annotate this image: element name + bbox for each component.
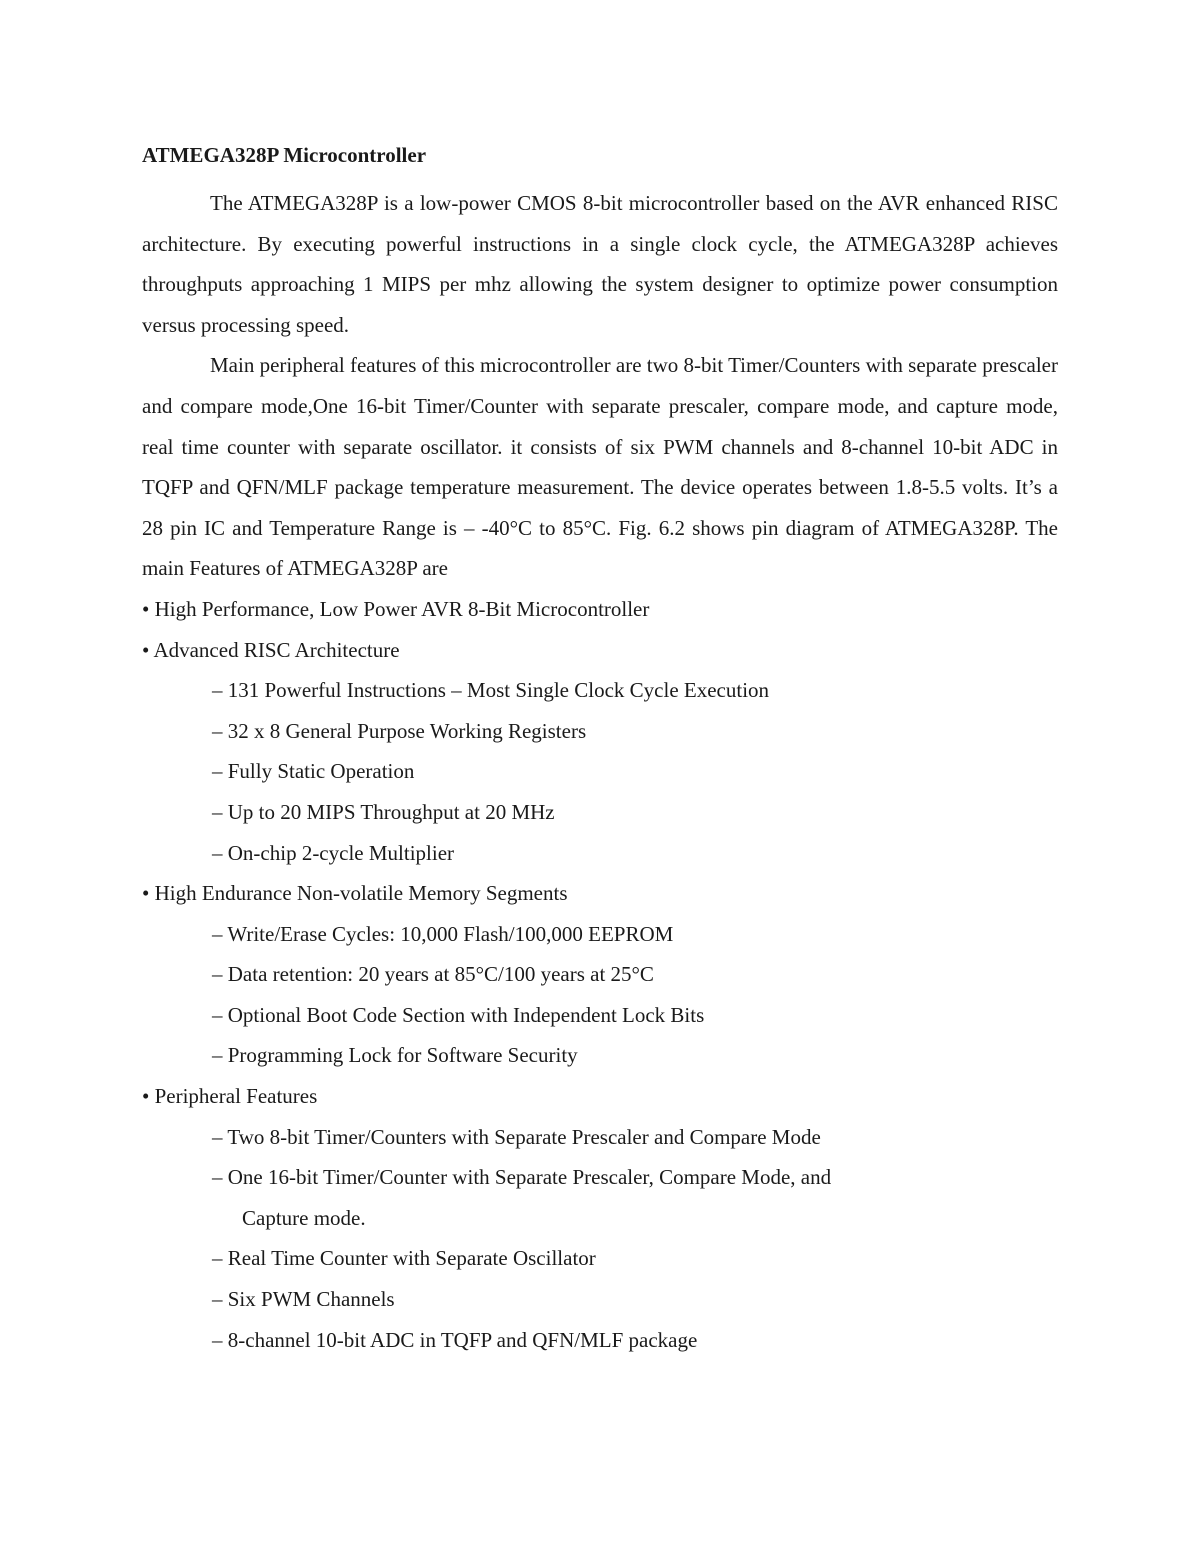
document-page <box>142 138 1058 1360</box>
peripheral-item-continuation <box>142 1198 1058 1239</box>
bullet-high-performance: • High Performance, Low Power AVR 8-Bit Microcontroller <box>142 596 650 621</box>
peripheral-item: – 8-channel 10-bit ADC in TQFP and QFN/MLF package <box>212 1327 698 1352</box>
memory-item: – Write/Erase Cycles: 10,000 Flash/100,000 EEPROM <box>212 921 674 946</box>
risc-item: – 131 Powerful Instructions – Most Single Clock Cycle Execution <box>212 678 770 703</box>
bullet-memory-segments: • High Endurance Non-volatile Memory Segments <box>142 881 568 906</box>
features-paragraph: Main peripheral features of this microcontroller are two 8-bit Timer/Counters with separate prescaler and compare mode,One 16-bit Timer/Counter with separate prescaler, compare mode, and capture mode, real time counter with separate oscillator. it consists of six PWM channels and 8-channel 10-bit ADC in TQFP and QFN/MLF package temperature measurement. The device operates between 1.8-5.5 volts. It’s a 28 pin IC and Temperature Range is – -40°C to 85°C. Fig. 6.2 shows pin diagram of ATMEGA328P. The main Features of ATMEGA328P are <box>142 353 1058 581</box>
bullet-risc-architecture: • Advanced RISC Architecture <box>142 637 400 662</box>
memory-item: – Data retention: 20 years at 85°C/100 years at 25°C <box>212 962 654 987</box>
memory-item: – Optional Boot Code Section with Independent Lock Bits <box>212 1002 705 1027</box>
peripheral-item: – Two 8-bit Timer/Counters with Separate Prescaler and Compare Mode <box>212 1124 821 1149</box>
bullet-peripheral-features: • Peripheral Features <box>142 1084 318 1109</box>
feature-list <box>142 589 1058 1360</box>
memory-item: – Programming Lock for Software Security <box>212 1043 578 1068</box>
peripheral-item: – Real Time Counter with Separate Oscillator <box>212 1246 596 1271</box>
risc-item: – Fully Static Operation <box>212 759 415 784</box>
risc-item: – Up to 20 MIPS Throughput at 20 MHz <box>212 799 555 824</box>
intro-paragraph: The ATMEGA328P is a low-power CMOS 8-bit microcontroller based on the AVR enhanced RISC architecture. By executing powerful instructions in a single clock cycle, the ATMEGA328P achieves throughputs approaching 1 MIPS per mhz allowing the system designer to optimize power consumption versus processing speed. <box>142 191 1058 337</box>
risc-item: – 32 x 8 General Purpose Working Registers <box>212 718 587 743</box>
document-title: ATMEGA328P Microcontroller <box>142 143 427 167</box>
continuation-text: Capture mode. <box>242 1205 366 1230</box>
risc-item: – On-chip 2-cycle Multiplier <box>212 840 455 865</box>
peripheral-item: – One 16-bit Timer/Counter with Separate Prescaler, Compare Mode, and <box>212 1165 832 1190</box>
peripheral-item: – Six PWM Channels <box>212 1287 395 1312</box>
